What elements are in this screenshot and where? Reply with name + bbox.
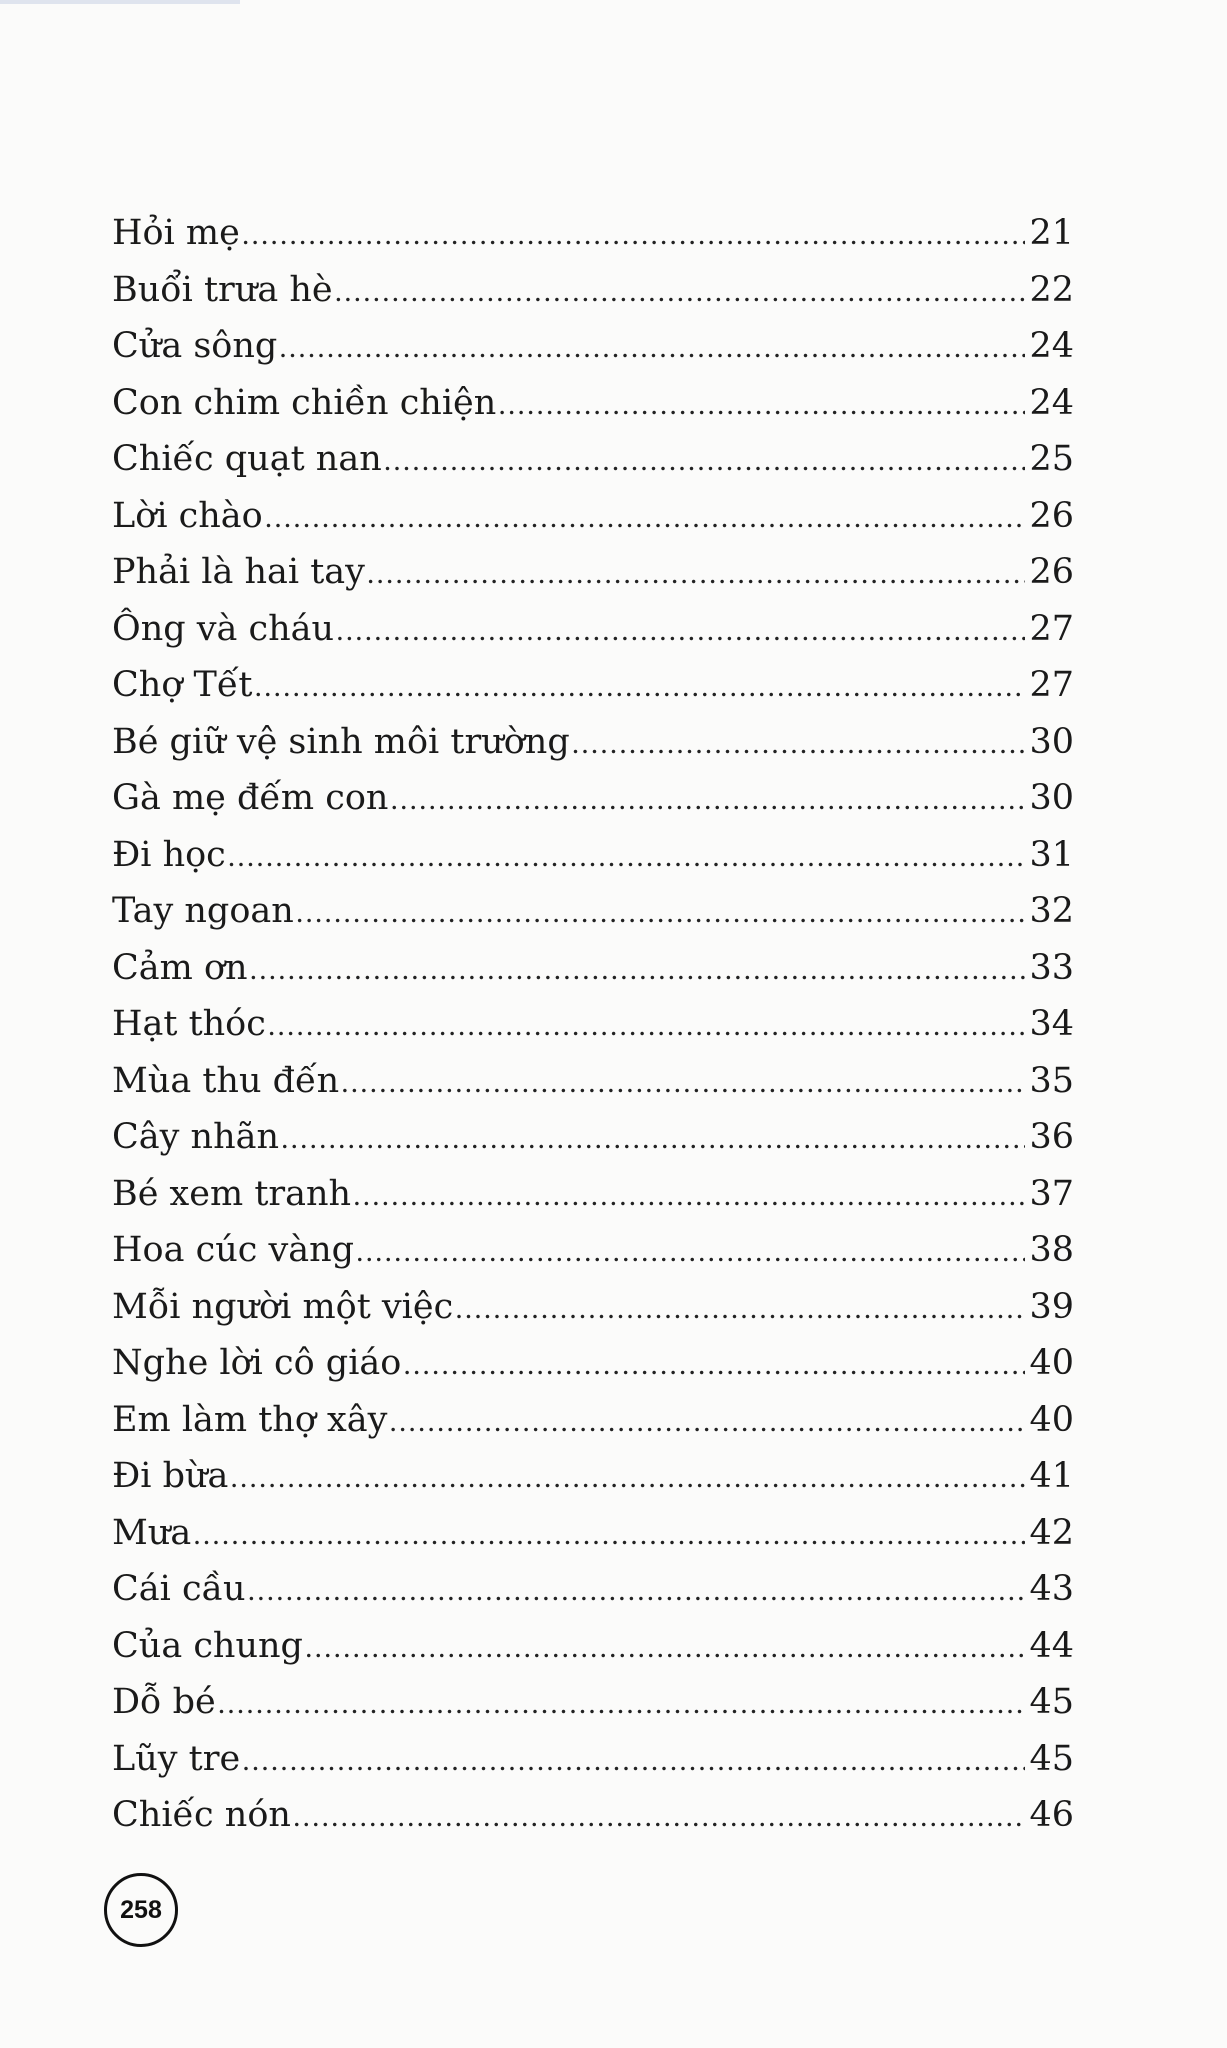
toc-entry bbox=[112, 205, 1074, 262]
dot-leader bbox=[281, 1111, 1025, 1168]
dot-leader bbox=[498, 377, 1025, 434]
toc-entry bbox=[112, 544, 1074, 601]
toc-entry-title: Mỗi người một việc bbox=[112, 1286, 454, 1327]
toc-entry-page: 26 bbox=[1029, 552, 1074, 592]
dot-leader bbox=[572, 716, 1026, 773]
toc-entry bbox=[112, 1222, 1074, 1279]
toc-entry bbox=[112, 827, 1074, 884]
toc-entry bbox=[112, 1731, 1074, 1788]
toc-entry-title: Của chung bbox=[112, 1625, 303, 1666]
toc-entry-title: Đi bừa bbox=[112, 1456, 229, 1496]
toc-entry-page: 45 bbox=[1029, 1738, 1074, 1779]
toc-entry-page: 30 bbox=[1029, 778, 1074, 818]
toc-entry bbox=[112, 1787, 1074, 1844]
toc-entry bbox=[112, 883, 1074, 940]
toc-entry-page: 30 bbox=[1029, 721, 1074, 762]
toc-entry bbox=[112, 1335, 1074, 1392]
toc-entry-page: 44 bbox=[1029, 1625, 1074, 1666]
toc-entry bbox=[112, 1674, 1074, 1731]
toc-entry-title: Gà mẹ đếm con bbox=[112, 778, 389, 818]
dot-leader bbox=[293, 1789, 1026, 1846]
toc-entry-page: 40 bbox=[1029, 1399, 1074, 1440]
toc-entry-title: Lời chào bbox=[112, 495, 263, 536]
toc-entry-page: 45 bbox=[1029, 1682, 1074, 1722]
toc-entry bbox=[112, 1448, 1074, 1505]
toc-entry-page: 21 bbox=[1029, 213, 1074, 253]
toc-entry-title: Cửa sông bbox=[112, 326, 278, 366]
toc-entry-title: Bé giữ vệ sinh môi trường bbox=[112, 721, 570, 762]
toc-entry-title: Ông và cháu bbox=[112, 608, 335, 649]
toc-entry bbox=[112, 431, 1074, 488]
page-number-badge bbox=[104, 1873, 178, 1947]
dot-leader bbox=[242, 1733, 1025, 1790]
dot-leader bbox=[228, 829, 1026, 886]
dot-leader bbox=[254, 659, 1025, 716]
toc-entry-title: Mùa thu đến bbox=[112, 1060, 340, 1101]
toc-entry-title: Buổi trưa hè bbox=[112, 269, 333, 310]
toc-entry-title: Chợ Tết bbox=[112, 665, 253, 705]
toc-entry-title: Dỗ bé bbox=[112, 1682, 216, 1722]
toc-entry-page: 31 bbox=[1029, 834, 1074, 875]
dot-leader bbox=[335, 264, 1026, 321]
toc-entry-page: 25 bbox=[1029, 439, 1074, 479]
toc-entry-title: Phải là hai tay bbox=[112, 552, 365, 592]
toc-entry bbox=[112, 657, 1074, 714]
toc-entry-title: Mưa bbox=[112, 1512, 192, 1553]
dot-leader bbox=[390, 772, 1025, 829]
dot-leader bbox=[341, 1055, 1025, 1112]
toc-entry-page: 38 bbox=[1029, 1230, 1074, 1270]
toc-entry-title: Cái cầu bbox=[112, 1569, 246, 1609]
toc-entry bbox=[112, 770, 1074, 827]
toc-entry-title: Lũy tre bbox=[112, 1738, 241, 1779]
toc-entry-page: 37 bbox=[1029, 1173, 1074, 1214]
toc-entry-page: 27 bbox=[1029, 608, 1074, 649]
toc-entry bbox=[112, 1166, 1074, 1223]
toc-entry-page: 42 bbox=[1029, 1512, 1074, 1553]
dot-leader bbox=[230, 1450, 1025, 1507]
toc-entry bbox=[112, 1618, 1074, 1675]
dot-leader bbox=[265, 490, 1026, 547]
toc-entry bbox=[112, 1505, 1074, 1562]
toc-entry-page: 22 bbox=[1029, 269, 1074, 310]
toc-entry-title: Hỏi mẹ bbox=[112, 213, 240, 253]
toc-entry-title: Hoa cúc vàng bbox=[112, 1230, 355, 1270]
toc-entry-title: Con chim chiền chiện bbox=[112, 382, 497, 423]
toc-entry-page: 43 bbox=[1029, 1569, 1074, 1609]
dot-leader bbox=[367, 546, 1026, 603]
toc-entry bbox=[112, 1279, 1074, 1336]
table-of-contents bbox=[112, 205, 1074, 1844]
toc-entry-title: Nghe lời cô giáo bbox=[112, 1343, 402, 1383]
toc-entry-title: Em làm thợ xây bbox=[112, 1399, 388, 1440]
dot-leader bbox=[384, 433, 1026, 490]
toc-entry-title: Bé xem tranh bbox=[112, 1173, 352, 1214]
toc-entry bbox=[112, 488, 1074, 545]
toc-entry bbox=[112, 714, 1074, 771]
toc-entry-page: 32 bbox=[1029, 891, 1074, 931]
toc-entry bbox=[112, 996, 1074, 1053]
toc-entry-page: 40 bbox=[1029, 1343, 1074, 1383]
toc-entry-page: 26 bbox=[1029, 495, 1074, 536]
toc-entry-title: Đi học bbox=[112, 834, 226, 875]
page-edge-decoration bbox=[0, 0, 240, 4]
dot-leader bbox=[218, 1676, 1026, 1733]
toc-entry-page: 39 bbox=[1029, 1286, 1074, 1327]
toc-entry-page: 33 bbox=[1029, 947, 1074, 988]
toc-entry bbox=[112, 1109, 1074, 1166]
dot-leader bbox=[193, 1507, 1025, 1564]
toc-entry-page: 35 bbox=[1029, 1060, 1074, 1101]
toc-entry-page: 41 bbox=[1029, 1456, 1074, 1496]
toc-entry-title: Cây nhãn bbox=[112, 1117, 280, 1157]
dot-leader bbox=[389, 1394, 1025, 1451]
toc-entry-title: Chiếc nón bbox=[112, 1795, 291, 1835]
toc-entry-page: 24 bbox=[1029, 326, 1074, 366]
dot-leader bbox=[268, 998, 1026, 1055]
dot-leader bbox=[250, 942, 1026, 999]
toc-entry bbox=[112, 601, 1074, 658]
dot-leader bbox=[296, 885, 1026, 942]
toc-entry bbox=[112, 262, 1074, 319]
dot-leader bbox=[248, 1563, 1026, 1620]
dot-leader bbox=[279, 320, 1025, 377]
dot-leader bbox=[336, 603, 1025, 660]
toc-entry bbox=[112, 1561, 1074, 1618]
toc-entry-page: 36 bbox=[1029, 1117, 1074, 1157]
toc-entry-page: 46 bbox=[1029, 1795, 1074, 1835]
toc-entry-title: Tay ngoan bbox=[112, 891, 294, 931]
toc-entry-page: 24 bbox=[1029, 382, 1074, 423]
toc-entry bbox=[112, 375, 1074, 432]
toc-entry bbox=[112, 940, 1074, 997]
toc-entry-title: Cảm ơn bbox=[112, 947, 248, 988]
toc-entry bbox=[112, 318, 1074, 375]
toc-entry-title: Hạt thóc bbox=[112, 1004, 266, 1044]
page-number: 258 bbox=[120, 1895, 162, 1924]
toc-entry bbox=[112, 1053, 1074, 1110]
toc-entry-page: 34 bbox=[1029, 1004, 1074, 1044]
dot-leader bbox=[356, 1224, 1025, 1281]
dot-leader bbox=[353, 1168, 1025, 1225]
toc-entry-title: Chiếc quạt nan bbox=[112, 439, 382, 479]
dot-leader bbox=[455, 1281, 1025, 1338]
dot-leader bbox=[242, 207, 1026, 264]
toc-entry bbox=[112, 1392, 1074, 1449]
dot-leader bbox=[403, 1337, 1025, 1394]
dot-leader bbox=[305, 1620, 1026, 1677]
toc-entry-page: 27 bbox=[1029, 665, 1074, 705]
